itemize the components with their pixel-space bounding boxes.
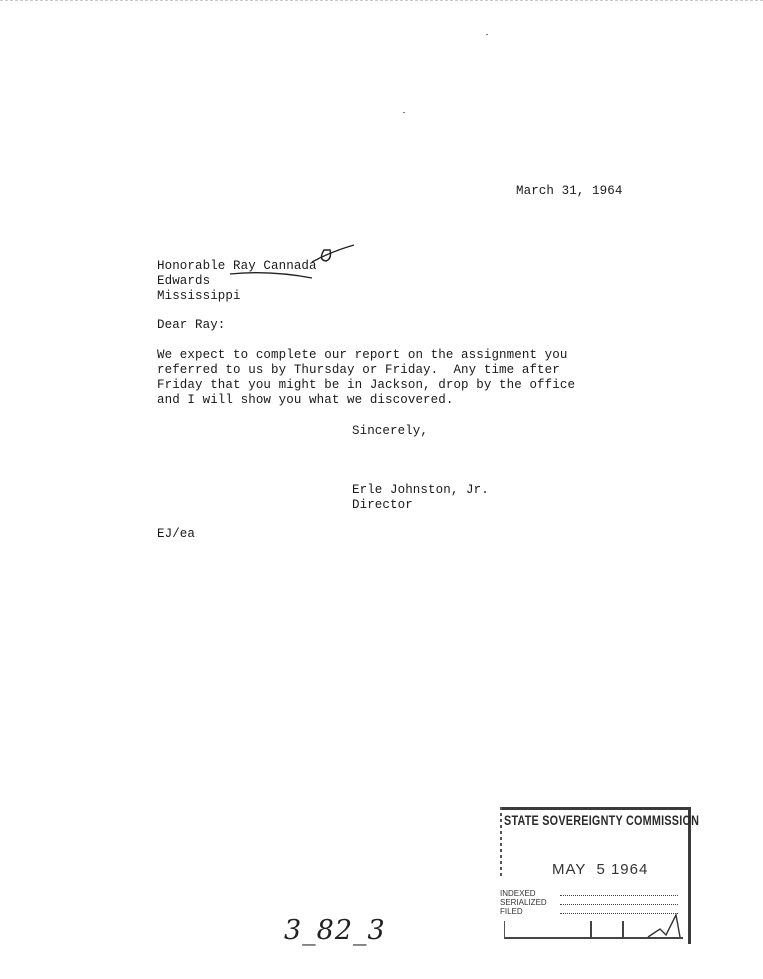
letter-date: March 31, 1964	[516, 184, 623, 198]
stamp-row-indexed	[500, 889, 690, 898]
page-top-edge	[0, 0, 763, 1]
signer-title: Director	[352, 498, 413, 512]
stamp-frame-left	[500, 807, 502, 877]
scan-speck	[403, 112, 405, 113]
received-stamp	[496, 801, 700, 946]
stamp-row-label: SERIALIZED	[500, 898, 547, 907]
body-line: and I will show you what we discovered.	[157, 393, 454, 407]
recipient-name: Honorable Ray Cannada	[157, 259, 317, 273]
handwritten-file-number: 3_82_3	[284, 915, 386, 946]
stamp-tick	[622, 921, 624, 939]
body-line: Friday that you might be in Jackson, drop by the office	[157, 378, 576, 392]
body-line: We expect to complete our report on the assignment you	[157, 348, 568, 362]
typist-initials: EJ/ea	[157, 527, 196, 541]
stamp-row-label: FILED	[500, 907, 523, 916]
salutation: Dear Ray:	[157, 318, 226, 332]
pen-underline-mark	[220, 240, 360, 285]
stamp-title: STATE SOVEREIGNTY COMMISSION	[504, 813, 700, 828]
stamp-row-label: INDEXED	[500, 889, 536, 898]
recipient-city: Edwards	[157, 274, 211, 288]
recipient-state: Mississippi	[157, 289, 241, 303]
stamp-date: MAY 5 1964	[552, 861, 649, 878]
stamp-row-serialized	[500, 898, 690, 907]
stamp-initial-scrawl	[646, 907, 686, 941]
stamp-tick	[590, 921, 592, 939]
scan-speck	[486, 34, 488, 35]
body-line: referred to us by Thursday or Friday. Any time after	[157, 363, 560, 377]
closing: Sincerely,	[352, 424, 429, 438]
signer-name: Erle Johnston, Jr.	[352, 483, 489, 497]
